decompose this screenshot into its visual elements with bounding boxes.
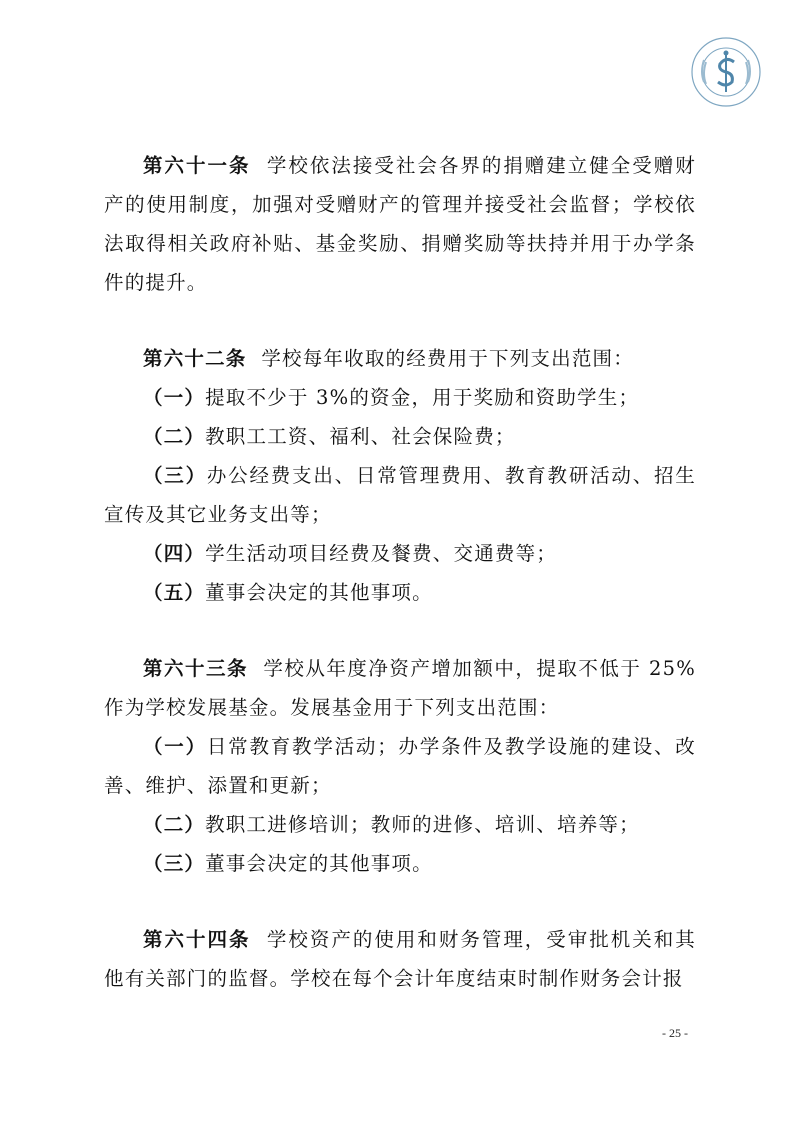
list-item: （四）学生活动项目经费及餐费、交通费等； xyxy=(143,542,558,565)
list-item: （二）教职工进修培训；教师的进修、培训、培养等； xyxy=(143,813,640,836)
article-text: 学校依法接受社会各界的捐赠建立健全受赠财产的使用制度，加强对受赠财产的管理并接受社会监督；学校依法取得相关政府补贴、基金奖励、捐赠奖励等扶持并用于办学条件的提升。 xyxy=(104,154,696,294)
list-item: （二）教职工工资、福利、社会保险费； xyxy=(143,425,516,448)
article-text: 学校资产的使用和财务管理，受审批机关和其他有关部门的监督。学校在每个会计年度结束时制作财务会计报 xyxy=(104,928,696,990)
list-item: （三）董事会决定的其他事项。 xyxy=(143,852,433,875)
article-62 xyxy=(104,339,696,378)
article-text: 学校从年度净资产增加额中，提取不低于 25%作为学校发展基金。发展基金用于下列支出范围： xyxy=(104,657,696,719)
article-title: 第六十二条 xyxy=(143,347,247,370)
article-61 xyxy=(104,146,696,302)
list-item: （三）办公经费支出、日常管理费用、教育教研活动、招生宣传及其它业务支出等； xyxy=(104,464,696,526)
article-title: 第六十一条 xyxy=(143,154,251,177)
document-body xyxy=(104,146,696,998)
article-title: 第六十四条 xyxy=(143,928,251,951)
article-text: 学校每年收取的经费用于下列支出范围： xyxy=(261,347,634,370)
list-item: （一）提取不少于 3%的资金，用于奖励和资助学生； xyxy=(143,386,640,409)
school-seal-logo-icon xyxy=(690,36,762,108)
article-63 xyxy=(104,649,696,727)
article-64 xyxy=(104,920,696,998)
list-item: （一）日常教育教学活动；办学条件及教学设施的建设、改善、维护、添置和更新； xyxy=(104,735,696,797)
page-number: - 25 - xyxy=(662,1026,688,1040)
article-title: 第六十三条 xyxy=(143,657,248,680)
list-item: （五）董事会决定的其他事项。 xyxy=(143,581,433,604)
